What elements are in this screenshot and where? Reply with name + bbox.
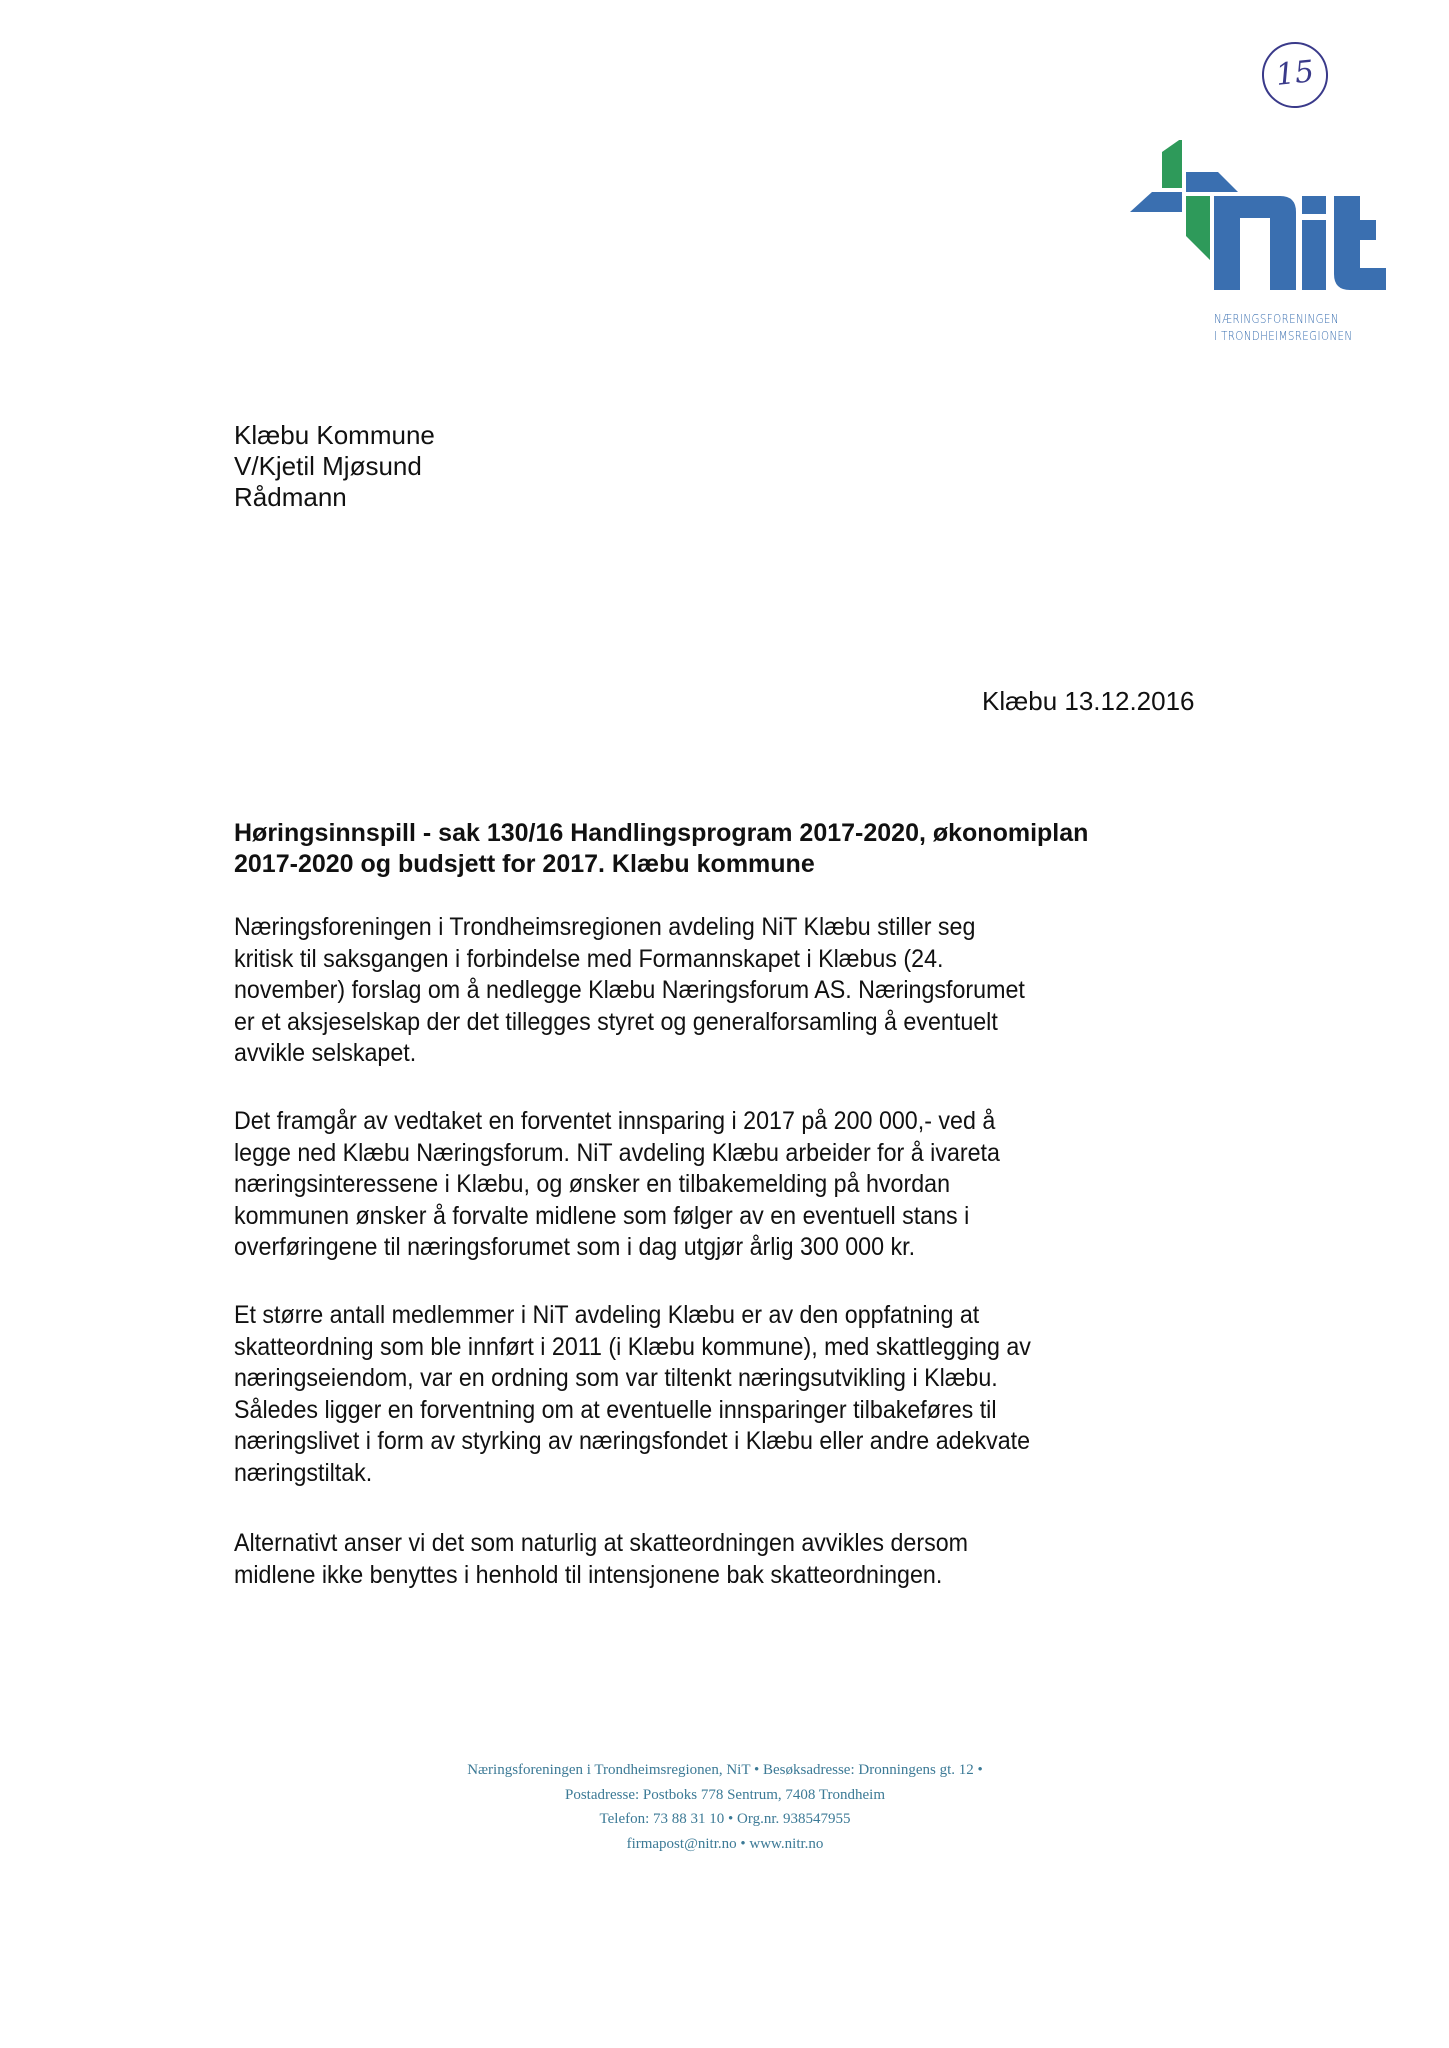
logo-subtitle <box>1214 310 1362 344</box>
logo-letter-i-stem <box>1302 220 1326 290</box>
logo-letter-n <box>1214 196 1296 290</box>
paragraph-line: Et større antall medlemmer i NiT avdeling Klæbu er av den oppfatning at <box>234 1301 980 1329</box>
paragraph-line: Således ligger en forventning om at eventuelle innsparinger tilbakeføres til <box>234 1395 997 1424</box>
paragraph-line: næringstiltak. <box>234 1458 373 1487</box>
paragraph-line: skatteordning som ble innført i 2011 (i Klæbu kommune), med skattlegging av <box>234 1332 1031 1361</box>
subject-line: 2017-2020 og budsjett for 2017. Klæbu kommune <box>234 850 815 878</box>
footer-line: firmapost@nitr.no • www.nitr.no <box>626 1835 824 1852</box>
paragraph-line: er et aksjeselskap der det tillegges styret og generalforsamling å eventuelt <box>234 1007 998 1036</box>
logo-blue-upper <box>1186 172 1238 192</box>
logo-green-upper <box>1162 140 1182 188</box>
recipient-line: Klæbu Kommune <box>234 420 435 450</box>
body-paragraph-4 <box>234 1528 1164 1591</box>
recipient-address <box>234 420 435 513</box>
body-paragraph-1 <box>234 912 1164 1070</box>
subject-line: Høringsinnspill - sak 130/16 Handlingsprogram 2017-2020, økonomiplan <box>234 819 1089 847</box>
logo-green-lower <box>1186 196 1210 260</box>
paragraph-line: Det framgår av vedtaket en forventet innsparing i 2017 på 200 000,- ved å <box>234 1107 996 1135</box>
logo-subtitle-line: NÆRINGSFORENINGEN <box>1214 311 1339 326</box>
logo-blue-left <box>1130 192 1182 212</box>
paragraph-line: kommunen ønsker å forvalte midlene som følger av en eventuell stans i <box>234 1201 970 1230</box>
letterhead-footer <box>300 1758 1150 1856</box>
handwritten-page-number: 15 <box>1259 39 1332 112</box>
paragraph-line: overføringene til næringsforumet som i dag utgjør årlig 300 000 kr. <box>234 1233 916 1261</box>
paragraph-line: næringslivet i form av styrking av næringsfondet i Klæbu eller andre adekvate <box>234 1427 1031 1455</box>
paragraph-line: november) forslag om å nedlegge Klæbu Næringsforum AS. Næringsforumet <box>234 976 1025 1004</box>
paragraph-line: midlene ikke benyttes i henhold til intensjonene bak skatteordningen. <box>234 1560 943 1589</box>
logo-letter-t <box>1334 196 1386 290</box>
letter-date: Klæbu 13.12.2016 <box>982 686 1195 716</box>
letter-subject <box>234 818 1234 880</box>
body-paragraph-3 <box>234 1300 1164 1489</box>
paragraph-line: næringsinteressene i Klæbu, og ønsker en tilbakemelding på hvordan <box>234 1170 950 1198</box>
paragraph-line: Næringsforeningen i Trondheimsregionen avdeling NiT Klæbu stiller seg <box>234 913 976 941</box>
footer-line: Telefon: 73 88 31 10 • Org.nr. 938547955 <box>599 1811 851 1827</box>
logo-subtitle-line: I TRONDHEIMSREGIONEN <box>1214 328 1353 343</box>
paragraph-line: kritisk til saksgangen i forbindelse med Formannskapet i Klæbus (24. <box>234 944 944 973</box>
paragraph-line: Alternativt anser vi det som naturlig at skatteordningen avvikles dersom <box>234 1529 969 1557</box>
paragraph-line: avvikle selskapet. <box>234 1039 417 1067</box>
footer-line: Næringsforeningen i Trondheimsregionen, NiT • Besøksadresse: Dronningens gt. 12 • <box>467 1762 983 1778</box>
logo-letter-i-dot <box>1302 196 1326 214</box>
footer-line: Postadresse: Postboks 778 Sentrum, 7408 Trondheim <box>564 1786 886 1803</box>
body-paragraph-2 <box>234 1106 1164 1264</box>
paragraph-line: legge ned Klæbu Næringsforum. NiT avdeling Klæbu arbeider for å ivareta <box>234 1138 1000 1167</box>
paragraph-line: næringseiendom, var en ordning som var tiltenkt næringsutvikling i Klæbu. <box>234 1364 998 1392</box>
nit-logo-mark-icon <box>1130 140 1390 310</box>
nit-logo <box>1130 140 1390 343</box>
recipient-line: V/Kjetil Mjøsund <box>234 451 422 481</box>
recipient-line: Rådmann <box>234 482 347 512</box>
